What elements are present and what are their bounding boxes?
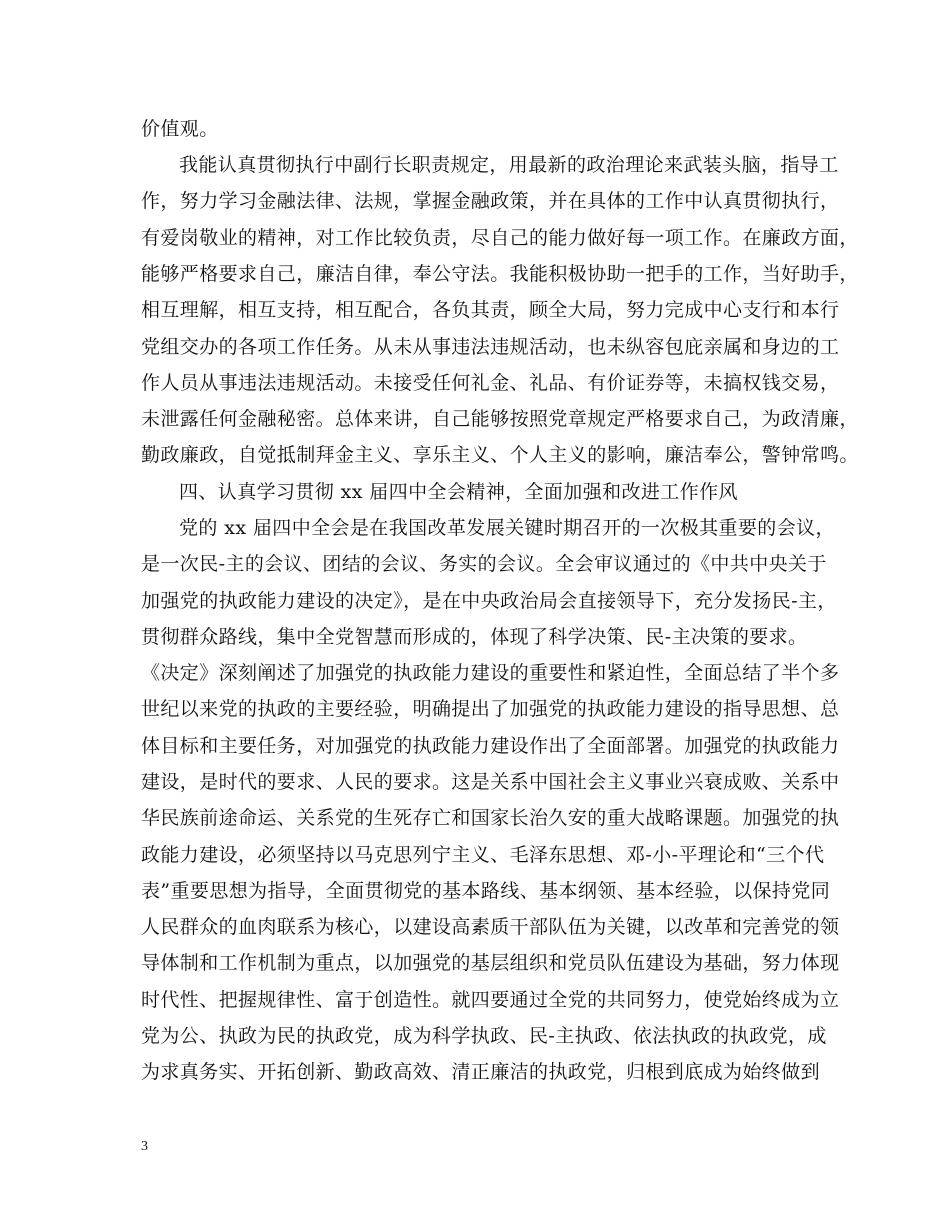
text-line: 人民群众的血肉联系为核心，以建设高素质干部队伍为关键，以改革和完善党的领 [141,916,840,938]
text-line: 政能力建设，必须坚持以马克思列宁主义、毛泽东思想、邓-小-平理论和“三个代 [141,844,825,866]
text-line: 表”重要思想为指导，全面贯彻党的基本路线、基本纲领、基本经验，以保持党同 [141,880,831,902]
text-line: 华民族前途命运、关系党的生死存亡和国家长治久安的重大战略课题。加强党的执 [141,807,840,829]
paragraph-start-line: 党的 xx 届四中全会是在我国改革发展关键时期召开的一次极其重要的会议， [179,517,835,539]
page-number: 3 [141,1139,148,1154]
text-line: 作，努力学习金融法律、法规，掌握金融政策，并在具体的工作中认真贯彻执行， [141,190,840,212]
text-line: 未泄露任何金融秘密。总体来讲，自己能够按照党章规定严格要求自己，为政清廉， [141,408,859,430]
text-line: 是一次民-主的会议、团结的会议、务实的会议。全会审议通过的《中共中央关于 [141,553,827,575]
text-line: 体目标和主要任务，对加强党的执政能力建设作出了全面部署。加强党的执政能力 [141,735,840,757]
section-heading: 四、认真学习贯彻 xx 届四中全会精神，全面加强和改进工作作风 [179,481,738,503]
text-line: 勤政廉政，自觉抵制拜金主义、享乐主义、个人主义的影响，廉洁奉公，警钟常鸣。 [141,444,859,466]
text-line: 贯彻群众路线，集中全党智慧而形成的，体现了科学决策、民-主决策的要求。 [141,626,808,648]
text-line: 《决定》深刻阐述了加强党的执政能力建设的重要性和紧迫性，全面总结了半个多 [141,662,840,684]
text-line: 能够严格要求自己，廉洁自律，奉公守法。我能积极协助一把手的工作，当好助手， [141,263,859,285]
text-line: 建设，是时代的要求、人民的要求。这是关系中国社会主义事业兴衰成败、关系中 [141,771,840,793]
text-line: 为求真务实、开拓创新、勤政高效、清正廉洁的执政党，归根到底成为始终做到 [141,1061,821,1083]
text-line: 相互理解，相互支持，相互配合，各负其责，顾全大局，努力完成中心支行和本行 [141,299,840,321]
text-line: 党为公、执政为民的执政党，成为科学执政、民-主执政、依法执政的执政党，成 [141,1025,827,1047]
text-line: 时代性、把握规律性、富于创造性。就四要通过全党的共同努力，使党始终成为立 [141,989,840,1011]
text-line: 世纪以来党的执政的主要经验，明确提出了加强党的执政能力建设的指导思想、总 [141,698,840,720]
paragraph-start-line: 我能认真贯彻执行中副行长职责规定，用最新的政治理论来武装头脑，指导工 [179,154,839,176]
text-line: 作人员从事违法违规活动。未接受任何礼金、礼品、有价证券等，未搞权钱交易， [141,372,840,394]
text-line: 导体制和工作机制为重点，以加强党的基层组织和党员队伍建设为基础，努力体现 [141,952,840,974]
text-line: 价值观。 [141,118,219,140]
text-line: 党组交办的各项工作任务。从未从事违法违规活动，也未纵容包庇亲属和身边的工 [141,336,840,358]
text-line: 加强党的执政能力建设的决定》，是在中央政治局会直接领导下，充分发扬民-主， [141,590,837,612]
text-line: 有爱岗敬业的精神，对工作比较负责，尽自己的能力做好每一项工作。在廉政方面， [141,227,859,249]
